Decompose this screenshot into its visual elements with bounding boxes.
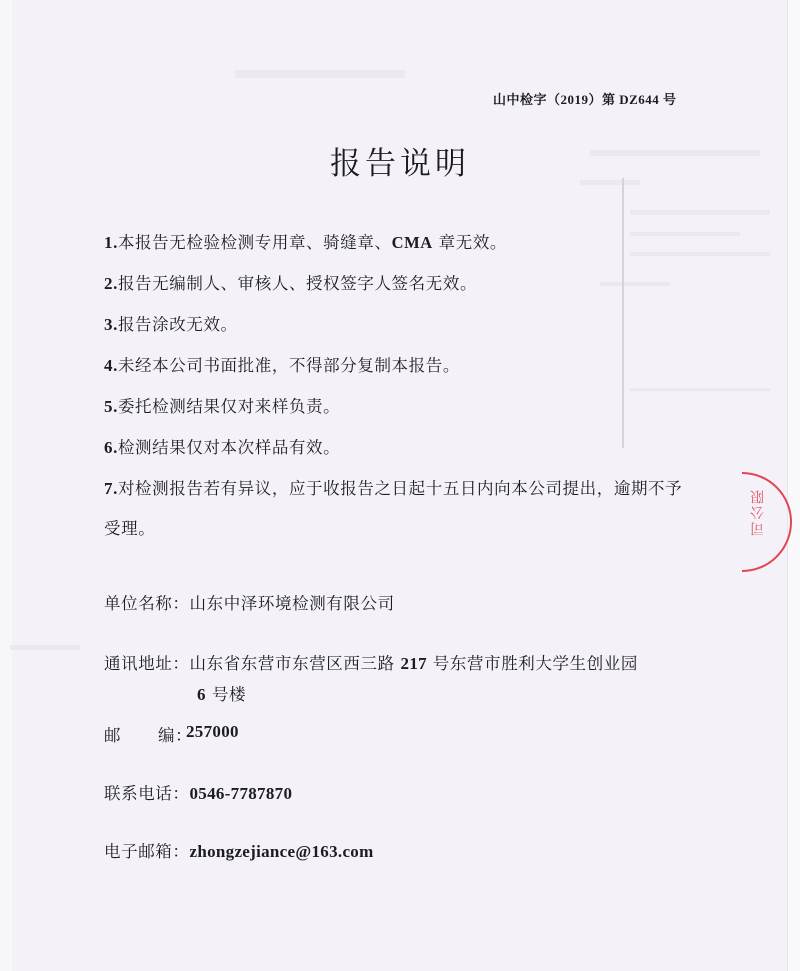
- scan-left-edge: [0, 0, 12, 971]
- email-value: zhongzejiance@163.com: [189, 842, 374, 861]
- company-seal-text: 司公限: [750, 488, 766, 536]
- notice-list: [104, 233, 744, 570]
- notice-item: 3.报告涂改无效。: [104, 315, 238, 334]
- notice-item: 2.报告无编制人、审核人、授权签字人签名无效。: [104, 274, 478, 293]
- postal-value: 257000: [186, 722, 239, 741]
- page-title: 报告说明: [330, 146, 470, 182]
- email-label: 电子邮箱：: [104, 842, 190, 861]
- company-value: 山东中泽环境检测有限公司: [189, 594, 395, 613]
- email-row: [104, 838, 374, 862]
- notice-item: 1.本报告无检验检测专用章、骑缝章、CMA 章无效。: [104, 233, 508, 252]
- postal-label: 邮 编：: [104, 726, 193, 745]
- phone-label: 联系电话：: [104, 784, 190, 803]
- address-row: [104, 650, 638, 674]
- show-through-mark: [590, 150, 760, 156]
- phone-row: [104, 780, 292, 804]
- company-label: 单位名称：: [104, 594, 190, 613]
- address-label: 通讯地址：: [104, 654, 190, 673]
- phone-value: 0546-7787870: [189, 784, 293, 803]
- notice-item: 5.委托检测结果仅对来样负责。: [104, 397, 341, 416]
- postal-code-row: [104, 722, 239, 745]
- report-number: 山中检字（2019）第 DZ644 号: [493, 92, 677, 107]
- show-through-mark: [630, 210, 770, 215]
- show-through-mark: [10, 645, 80, 650]
- company-name-row: [104, 590, 395, 614]
- address-value: 山东省东营市东营区西三路 217 号东营市胜利大学生创业园: [189, 654, 638, 673]
- notice-item: 7.对检测报告若有异议，应于收报告之日起十五日内向本公司提出，逾期不予受理。: [104, 479, 683, 538]
- show-through-mark: [580, 180, 640, 185]
- scan-right-edge: [787, 0, 800, 971]
- address-value-line2: 6 号楼: [197, 685, 247, 704]
- notice-item: 4.未经本公司书面批准，不得部分复制本报告。: [104, 356, 460, 375]
- notice-item: 6.检测结果仅对本次样品有效。: [104, 438, 341, 457]
- show-through-mark: [235, 70, 405, 78]
